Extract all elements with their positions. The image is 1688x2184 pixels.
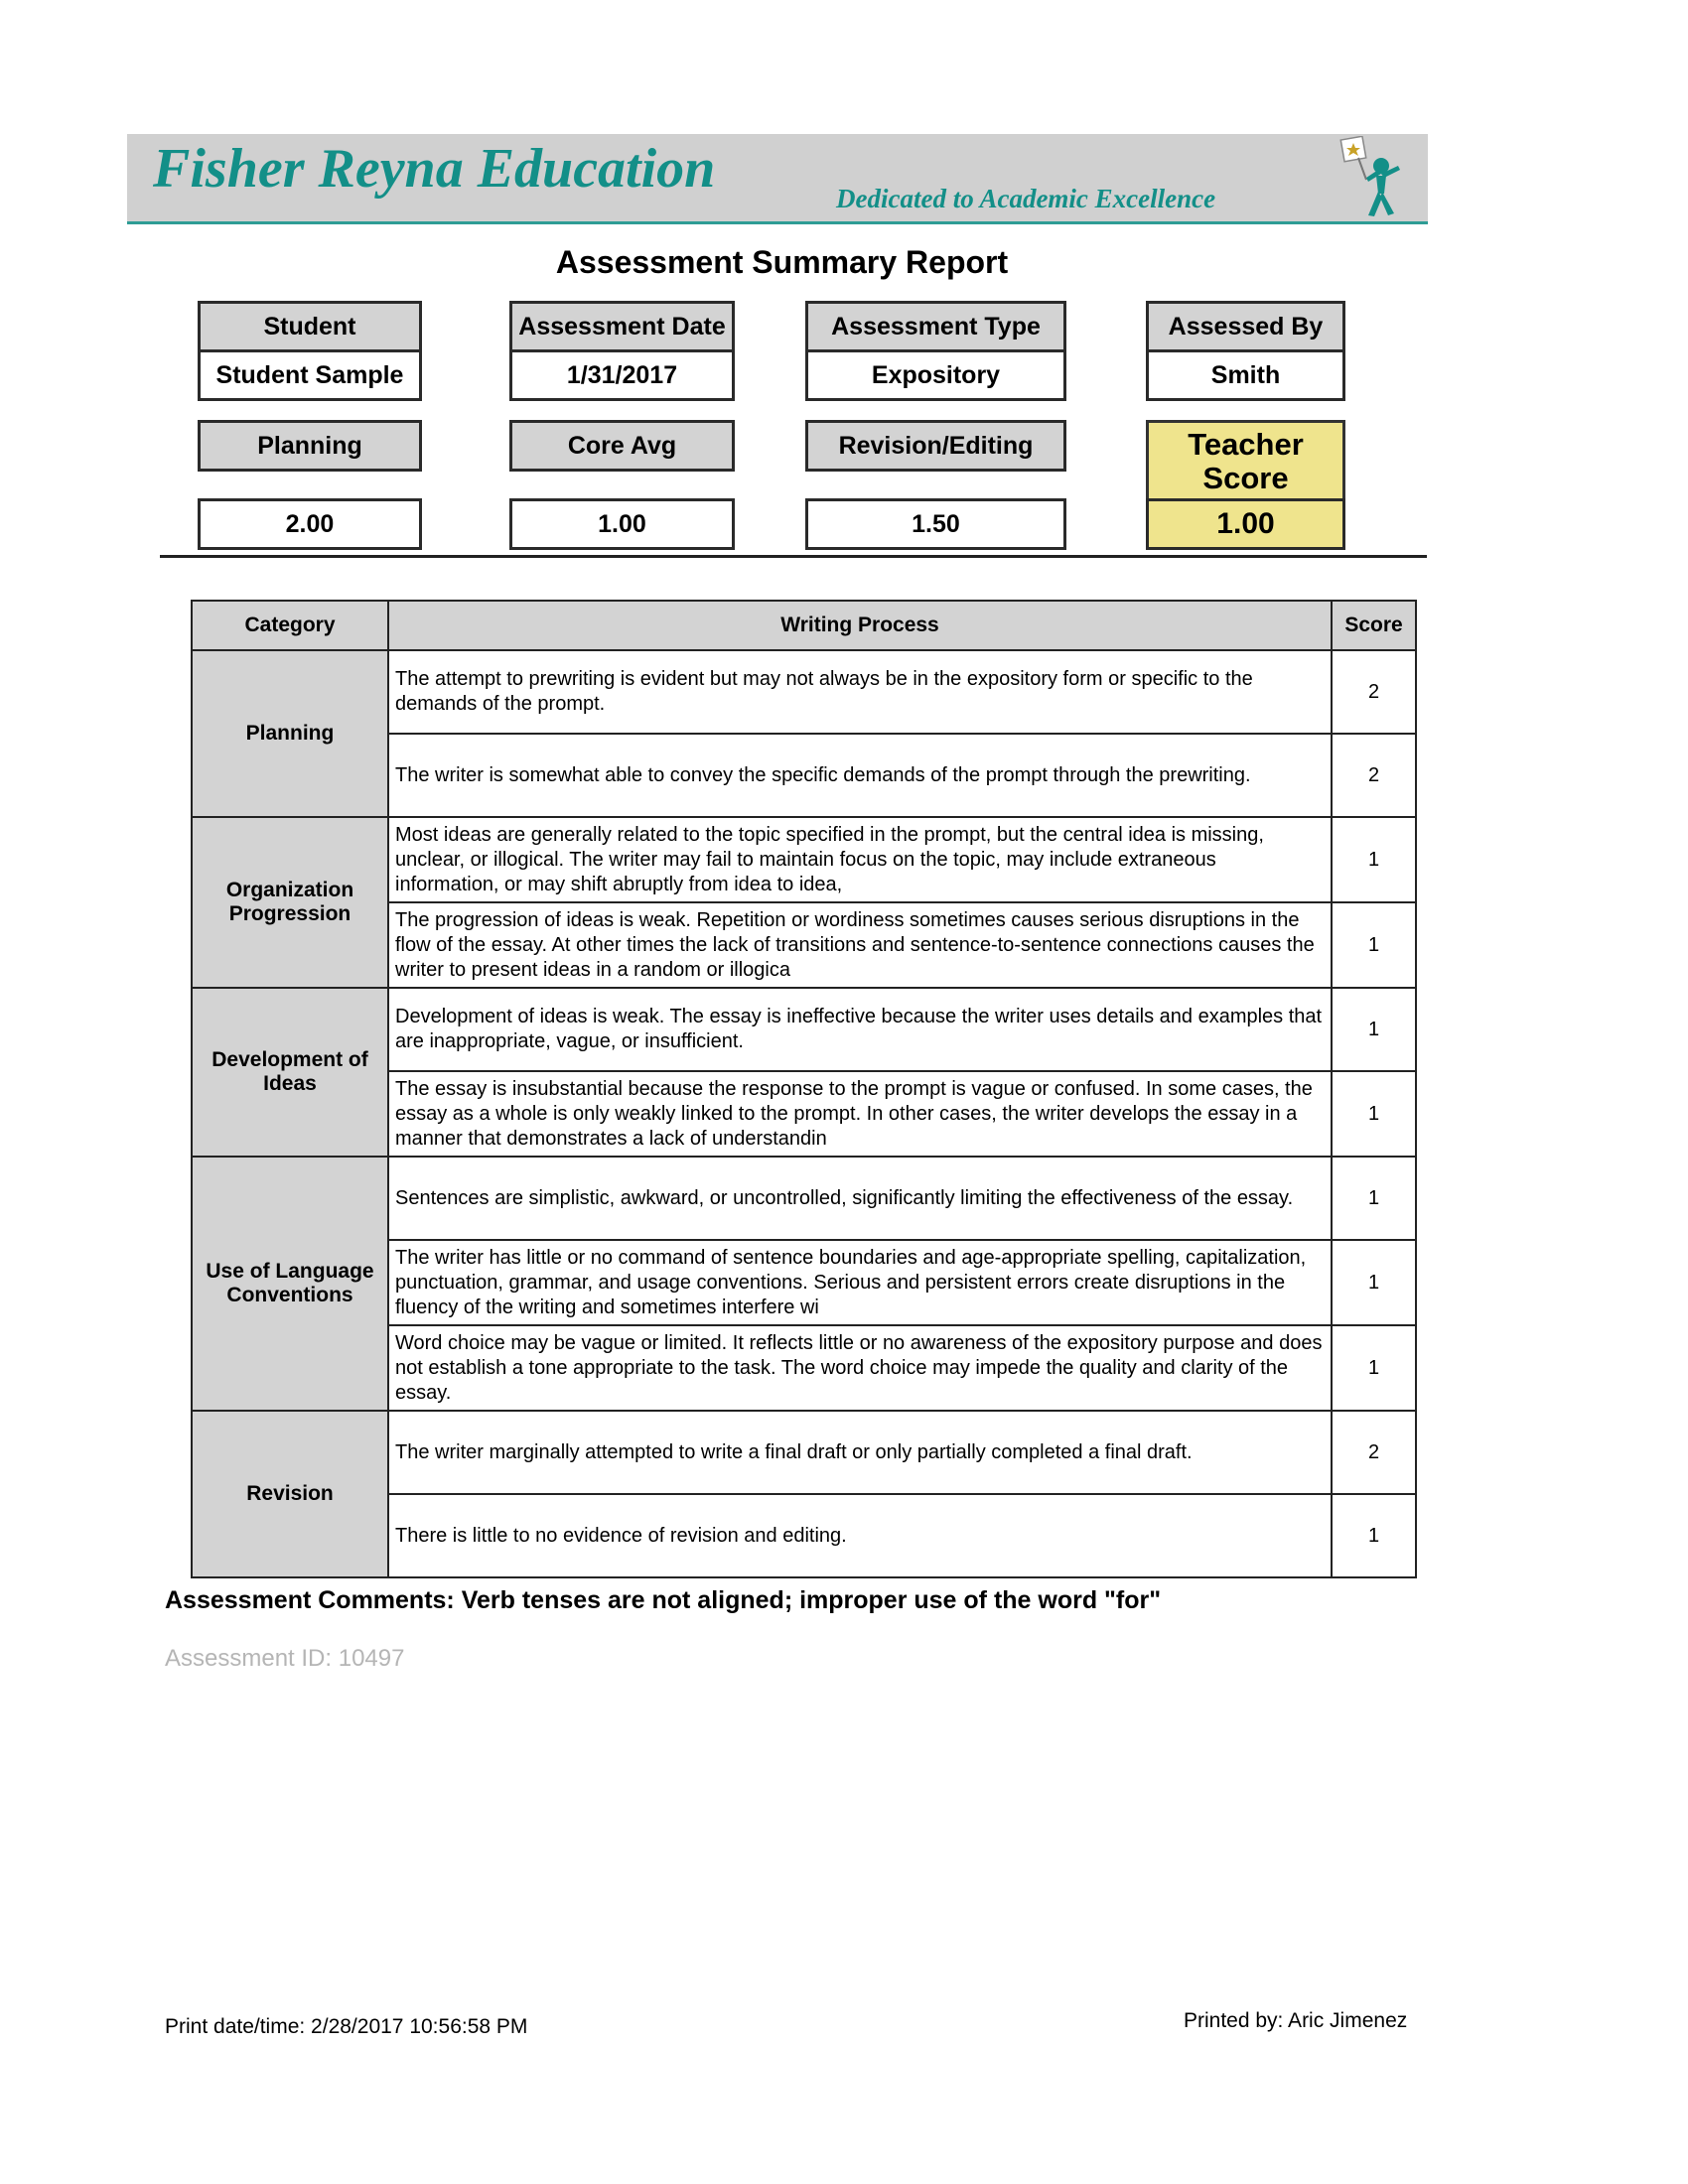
- category-name: Ideas: [263, 1072, 317, 1095]
- header-banner: [127, 134, 1428, 224]
- row-score: 1: [1332, 902, 1416, 988]
- category-header: Category: [192, 601, 388, 650]
- brand-tagline: Dedicated to Academic Excellence: [836, 184, 1216, 213]
- printed-by: Printed by: Aric Jimenez: [1184, 2009, 1408, 2032]
- process-description: Sentences are simplistic, awkward, or uncontrolled, significantly limiting the effectiveness of the essay.: [388, 1157, 1332, 1240]
- process-description: The writer is somewhat able to convey the specific demands of the prompt through the prewriting.: [388, 734, 1332, 817]
- assessment-type-value: Expository: [805, 349, 1066, 401]
- process-description: The writer marginally attempted to write a final draft or only partially completed a final draft.: [388, 1411, 1332, 1494]
- planning-value: 2.00: [198, 498, 422, 550]
- category-organization-progression: [192, 817, 388, 988]
- table-row: [192, 650, 1416, 734]
- table-row: [192, 817, 1416, 902]
- category-name: Revision: [246, 1482, 334, 1505]
- rubric-header-row: [192, 601, 1416, 650]
- revision-editing-label: Revision/Editing: [805, 420, 1066, 472]
- student-label: Student: [198, 301, 422, 352]
- process-description: Development of ideas is weak. The essay is ineffective because the writer uses details and examples that are inappropriate, vague, or insufficient.: [388, 988, 1332, 1071]
- process-description: Word choice may be vague or limited. It reflects little or no awareness of the expository purpose and does not establish a tone appropriate to the task. The word choice may impede the quality and clarity of the essay.: [388, 1325, 1332, 1411]
- row-score: 2: [1332, 650, 1416, 734]
- row-score: 1: [1332, 1240, 1416, 1325]
- assessment-type-label: Assessment Type: [805, 301, 1066, 352]
- row-score: 1: [1332, 1494, 1416, 1577]
- writing-process-header: Writing Process: [388, 601, 1332, 650]
- report-title: Assessment Summary Report: [555, 244, 1009, 280]
- row-score: 1: [1332, 988, 1416, 1071]
- process-description: There is little to no evidence of revision and editing.: [388, 1494, 1332, 1577]
- revision-editing-value: 1.50: [805, 498, 1066, 550]
- table-row: [192, 1157, 1416, 1240]
- teacher-score-label-line2: Score: [1202, 461, 1289, 495]
- category-name: Planning: [245, 722, 335, 745]
- category-use-of-language-conventions: [192, 1157, 388, 1411]
- table-row: [192, 988, 1416, 1071]
- score-header: Score: [1332, 601, 1416, 650]
- row-score: 1: [1332, 817, 1416, 902]
- category-name: Conventions: [226, 1284, 353, 1306]
- category-revision: [192, 1411, 388, 1577]
- process-description: The essay is insubstantial because the response to the prompt is vague or confused. In some cases, the essay as a whole is only weakly linked to the prompt. In other cases, the writer develops the essay in a manner that demonstrates a lack of understandin: [388, 1071, 1332, 1157]
- planning-label: Planning: [198, 420, 422, 472]
- teacher-score-label: [1146, 420, 1345, 503]
- process-description: The progression of ideas is weak. Repetition or wordiness sometimes causes serious disruptions in the flow of the essay. At other times the lack of transitions and sentence-to-sentence connections causes the writer to present ideas in a random or illogica: [388, 902, 1332, 988]
- core-avg-label: Core Avg: [509, 420, 735, 472]
- row-score: 2: [1332, 1411, 1416, 1494]
- category-name: Progression: [228, 902, 352, 925]
- star-flag-person-icon: [1329, 136, 1408, 219]
- table-row: [192, 1411, 1416, 1494]
- category-name: Organization: [225, 879, 354, 901]
- category-development-of-ideas: [192, 988, 388, 1157]
- assessed-by-value: Smith: [1146, 349, 1345, 401]
- brand-name: Fisher Reyna Education: [153, 138, 716, 200]
- category-planning: [192, 650, 388, 817]
- category-name: Use of Language: [206, 1260, 374, 1283]
- student-value: Student Sample: [198, 349, 422, 401]
- row-score: 2: [1332, 734, 1416, 817]
- assessed-by-label: Assessed By: [1146, 301, 1345, 352]
- teacher-score-value: 1.00: [1146, 498, 1345, 550]
- rubric-table: [191, 600, 1417, 1578]
- core-avg-value: 1.00: [509, 498, 735, 550]
- row-score: 1: [1332, 1157, 1416, 1240]
- teacher-score-label-line1: Teacher: [1188, 427, 1304, 462]
- category-name: Development of: [211, 1048, 368, 1071]
- process-description: The writer has little or no command of sentence boundaries and age-appropriate spelling, capitalization, punctuation, grammar, and usage conventions. Serious and persistent errors create disruptions in the fluency of the writing and sometimes interfere wi: [388, 1240, 1332, 1325]
- process-description: The attempt to prewriting is evident but may not always be in the expository form or specific to the demands of the prompt.: [388, 650, 1332, 734]
- assessment-id: Assessment ID: 10497: [165, 1645, 405, 1672]
- assessment-date-label: Assessment Date: [509, 301, 735, 352]
- print-date: Print date/time: 2/28/2017 10:56:58 PM: [165, 2015, 528, 2038]
- process-description: Most ideas are generally related to the topic specified in the prompt, but the central idea is missing, unclear, or illogical. The writer may fail to maintain focus on the topic, may include extraneous information, or may shift abruptly from idea to idea,: [388, 817, 1332, 902]
- row-score: 1: [1332, 1071, 1416, 1157]
- row-score: 1: [1332, 1325, 1416, 1411]
- assessment-date-value: 1/31/2017: [509, 349, 735, 401]
- section-divider: [160, 555, 1427, 558]
- assessment-comments: Assessment Comments: Verb tenses are not aligned; improper use of the word "for": [165, 1586, 1162, 1614]
